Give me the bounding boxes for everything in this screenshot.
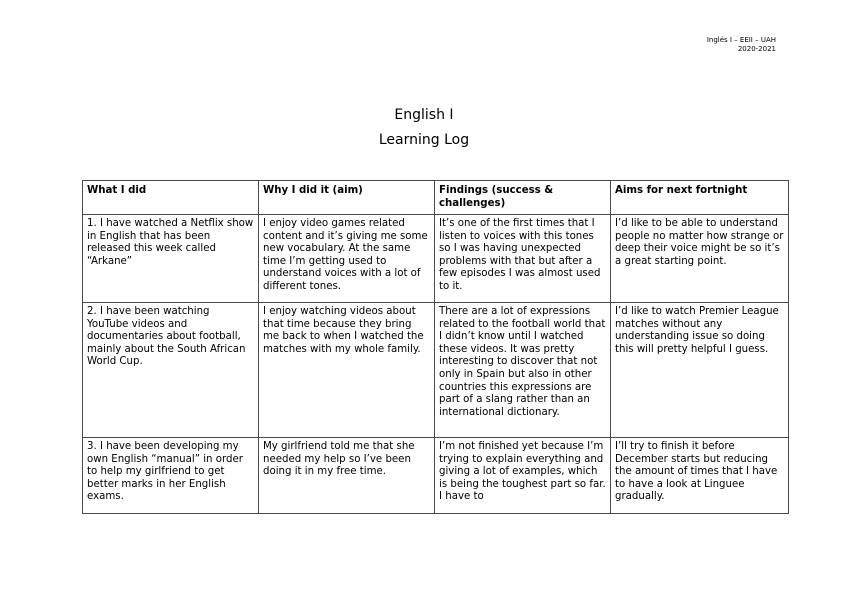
table-row (83, 303, 789, 438)
table-row (83, 215, 789, 303)
table-cell: I’d like to be able to understand people no matter how strange or deep their voice might be so it’s a great starting point. (611, 215, 789, 303)
table-cell: 2. I have been watching YouTube videos and documentaries about football, mainly about the South African World Cup. (83, 303, 259, 438)
column-header-why: Why I did it (aim) (259, 181, 435, 215)
column-header-aims: Aims for next fortnight (611, 181, 789, 215)
document-header (707, 36, 776, 54)
column-header-what: What I did (83, 181, 259, 215)
table-row (83, 438, 789, 514)
table-cell: I’m not finished yet because I’m trying to explain everything and giving a lot of examples, which is being the toughest part so far. I have to (435, 438, 611, 514)
table-cell: I enjoy watching videos about that time because they bring me back to when I watched the matches with my whole family. (259, 303, 435, 438)
academic-year: 2020-2021 (737, 45, 776, 53)
table-cell: I’ll try to finish it before December starts but reducing the amount of times that I have to have a look at Linguee gradually. (611, 438, 789, 514)
course-line: Inglés I – EEII – UAH (706, 36, 776, 44)
table-cell: It’s one of the first times that I listen to voices with this tones so I was having unexpected problems with that but after a few episodes I was almost used to it. (435, 215, 611, 303)
document-title: English I (394, 107, 454, 123)
table-cell: There are a lot of expressions related to the football world that I didn’t know until I watched these videos. It was pretty interesting to discover that not only in Spain but also in other countries this expressions are part of a slang rather than an international dictionary. (435, 303, 611, 438)
table-cell: My girlfriend told me that she needed my help so I’ve been doing it in my free time. (259, 438, 435, 514)
learning-log-table (82, 180, 789, 514)
table-header-row (83, 181, 789, 215)
table-cell: 1. I have watched a Netflix show in English that has been released this week called “Arkane” (83, 215, 259, 303)
column-header-findings: Findings (success & challenges) (435, 181, 611, 215)
table-cell: 3. I have been developing my own English “manual” in order to help my girlfriend to get better marks in her English exams. (83, 438, 259, 514)
document-subtitle: Learning Log (378, 132, 470, 148)
table-cell: I’d like to watch Premier League matches without any understanding issue so doing this will pretty helpful I guess. (611, 303, 789, 438)
table-cell: I enjoy video games related content and it’s giving me some new vocabulary. At the same time I’m getting used to understand voices with a lot of different tones. (259, 215, 435, 303)
